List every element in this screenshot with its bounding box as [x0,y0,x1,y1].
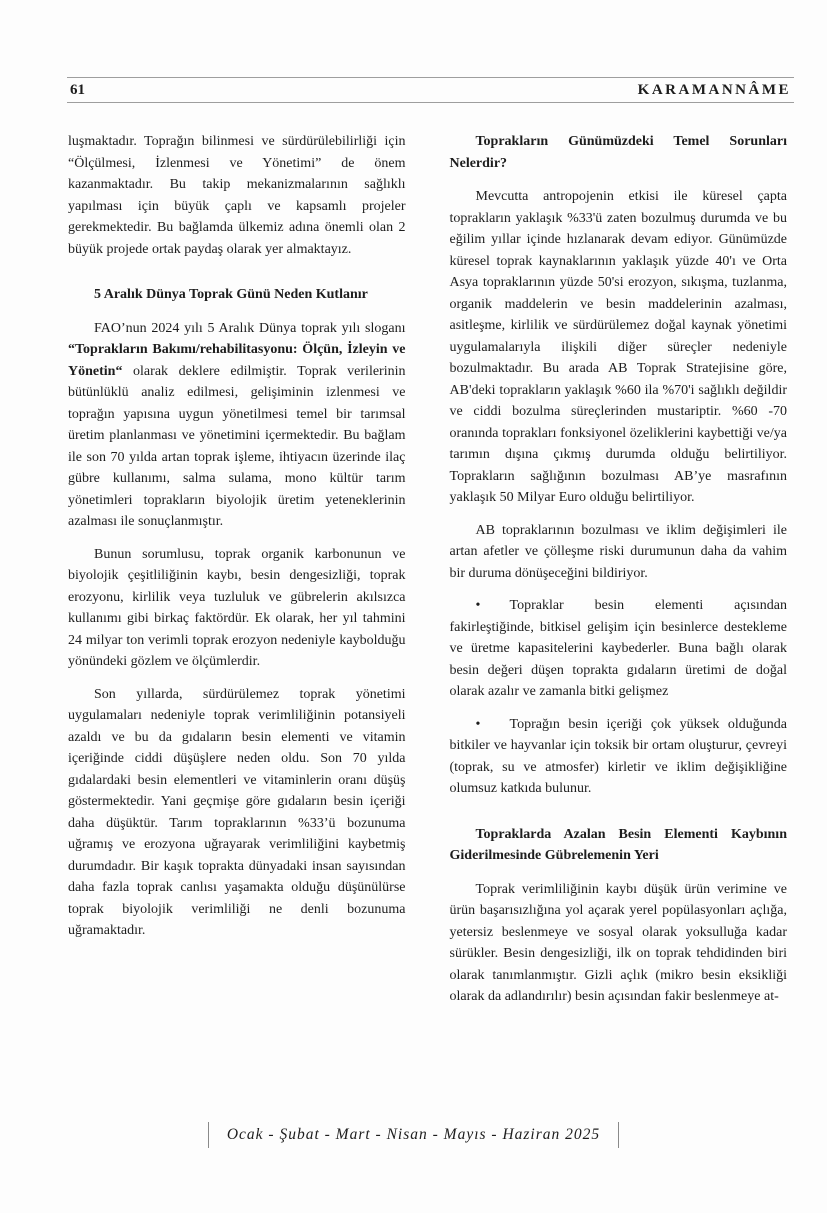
page-number: 61 [70,81,85,98]
section-heading [450,824,788,867]
paragraph [68,318,406,533]
section-heading [68,284,406,306]
paragraph [68,544,406,673]
journal-title: KARAMANNÂME [637,81,791,98]
bullet-icon: • [475,716,481,732]
issue-months: Ocak - Şubat - Mart - Nisan - Mayıs - Haziran 2025 [208,1122,619,1148]
bullet-item [450,714,788,800]
body-text: FAO’nun 2024 yılı 5 Aralık Dünya toprak yılı sloganı [94,320,406,336]
bold-text: “Toprakların Bakımı/rehabilitasyonu: Ölçün, İzleyin ve Yönetin“ [68,342,406,379]
body-text: 5 Aralık Dünya Toprak Günü Neden Kutlanır [94,287,368,302]
article-body [68,131,787,1019]
body-text: Toprağın besin içeriği çok yüksek olduğunda bitkiler ve hayvanlar için toksik bir ortam oluşturur, çevreyi (toprak, su ve atmosfer) kirletir ve iklim değişikliğine olumsuz katkıda bulunur. [449,716,787,796]
paragraph [450,186,788,509]
right-column [450,131,788,1019]
body-text: Topraklar besin elementi açısından fakirleştiğinde, bitkisel gelişim için besinlerce destekleme ve üretme kapasitelerini kaybederler. Buna bağlı olarak besin değeri düşen toprakta gıdaların üretimi de doğal olarak azalır ve zamanla bitki gelişmez [449,598,787,699]
paragraph [450,520,788,585]
body-text: Son yıllarda, sürdürülemez toprak yönetimi uygulamaları nedeniyle toprak verimliliğinin potansiyeli azaldı ve bu da gıdaların besin elementi ve vitamin içeriğinde ciddi düşüşlere neden oldu. Son 70 yılda gıdalardaki besin elementleri ve vitaminlerin oranı düşüş göstermektedir. Yani geçmişe göre gıdaların besin içeriği daha düşüktür. Tarım topraklarının %33’ü bozunuma uğramış ve erozyona uğrayarak verimliliğini kaybetmiş durumdadır. Bir kaşık toprakta dünyadaki insan sayısından daha fazla toprak canlısı yaşamakta olduğu düşünülürse toprak biyolojik verimliliği ne denli bozunuma uğramaktadır. [68,686,406,938]
body-text: olarak deklere edilmiştir. Toprak verilerinin bütünlüklü analiz edilmesi, gelişiminin izlenmesi ve toprağın yapısına uygun yönetilmesi temel bir tarımsal üretim planlanması ve yönetimini içermektedir. Bu bağlam ile son 70 yılda artan toprak işleme, ihtiyacın üzerinde ilaç gübre kullanımı, salma sulama, mono kültür tarım yönetimleri toprakların biyolojik üretim yeteneklerinin azalması ile sonuçlanmıştır. [68,363,406,529]
body-text: Topraklarda Azalan Besin Elementi Kaybının Giderilmesinde Gübrelemenin Yeri [449,826,787,863]
body-text: Mevcutta antropojenin etkisi ile küresel çapta toprakların yaklaşık %33'ü zaten bozulmuş durumda ve bu eğilim yıllar içinde hızlanarak devam ediyor. Günümüzde küresel toprak kaynaklarının yaklaşık yüzde 40'ı ve Orta Asya topraklarının yüzde 50'si erozyon, sıkışma, tuzlanma, organik maddelerin ve besin maddelerinin azalması, asitleşme, kirlilik ve sürdürülemez doğal kaynak yönetimi uygulamalarıyla ilişkili diğer süreçler nedeniyle bozulmaktadır. Bu arada AB Toprak Stratejisine göre, AB'deki toprakların yaklaşık %60 ila %70'i sağlıklı değildir ve ciddi bozulma süreçlerinden mustariptir. %60 -70 oranında toprakları fonksiyonel özeliklerini kaybettiği ve/ya tarımın dışına çıkmış durumda olduğu belirtiliyor. Toprakların sağlığının bozulması AB’ye masrafının yaklaşık 50 Milyar Euro olduğu belirtiliyor. [449,189,787,505]
paragraph [450,879,788,1008]
section-heading [450,131,788,174]
bullet-icon: • [475,598,481,613]
page-footer [0,1122,827,1148]
left-column [68,131,406,1019]
body-text: Toprakların Günümüzdeki Temel Sorunları Nelerdir? [449,134,787,171]
body-text: luşmaktadır. Toprağın bilinmesi ve sürdürülebilirliği için “Ölçülmesi, İzlenmesi ve Yönetimi” de önem kazanmaktadır. Bu takip mekanizmalarının sağlıklı yapılması için büyük çaplı ve kapsamlı projeler gerekmektedir. Bu bağlamda ülkemiz adına önemli olan 2 büyük projede ortak paydaş olarak yer almaktayız. [68,134,406,257]
bullet-item [450,595,788,703]
body-text: Toprak verimliliğinin kaybı düşük ürün verimine ve ürün başarısızlığına yol açarak yerel popülasyonları açlığa, yetersiz beslenmeye ve sosyal olarak yoksulluğa kadar sürükler. Besin dengesizliği, ilk on toprak tehdidinden biri olarak tanımlanmıştır. Gizli açlık (mikro besin eksikliği olarak da adlandırılır) besin açısından fakir beslenmeye at- [449,881,787,1004]
body-text: AB topraklarının bozulması ve iklim değişimleri ile artan afetler ve çölleşme riski durumunun daha da vahim bir duruma dönüşeceğini bildiriyor. [449,522,787,581]
body-text: Bunun sorumlusu, toprak organik karbonunun ve biyolojik çeşitliliğinin kaybı, besin dengesizliği, toprak erozyonu, kirlilik veya tuzluluk ve gübrelerin akılsızca kullanımı gibi birkaç faktördür. Ek olarak, her yıl tahmini 24 milyar ton verimli toprak erozyon nedeniyle kaybolduğu yönündeki gözlem ve ölçümlerdir. [68,546,406,669]
paragraph [68,131,406,260]
paragraph [68,684,406,942]
page-header [67,77,794,103]
